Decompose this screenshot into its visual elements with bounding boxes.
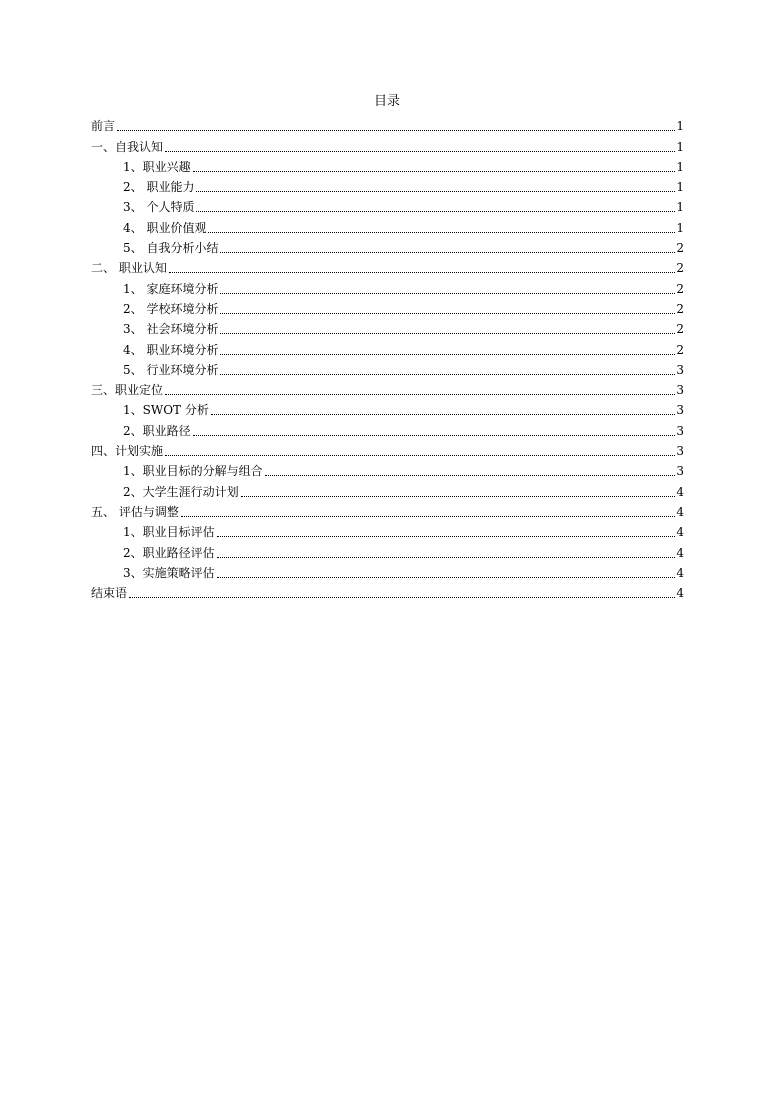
toc-entry-page-number: 2: [676, 342, 684, 357]
dot-leader: [129, 597, 675, 598]
dot-leader: [211, 414, 676, 415]
toc-entry[interactable]: [91, 561, 684, 581]
toc-entry-label: 1、职业目标的分解与组合: [123, 464, 263, 479]
table-of-contents: [91, 114, 684, 601]
toc-entry[interactable]: [91, 459, 684, 479]
toc-entry[interactable]: [91, 500, 684, 520]
toc-title: 目录: [373, 94, 400, 109]
dot-leader: [193, 171, 676, 172]
toc-entry[interactable]: [91, 439, 684, 459]
toc-entry[interactable]: [91, 155, 684, 175]
dot-leader: [220, 293, 675, 294]
toc-entry-label: 四、计划实施: [91, 444, 164, 459]
toc-entry-label: 三、职业定位: [91, 383, 164, 398]
toc-entry-label: 2、职业路径评估: [123, 545, 215, 560]
dot-leader: [265, 475, 676, 476]
toc-entry-page-number: 4: [676, 565, 684, 580]
toc-entry-page-number: 3: [676, 444, 684, 459]
toc-entry[interactable]: [91, 175, 684, 195]
toc-entry-label: 5、 行业环境分析: [123, 362, 219, 377]
toc-entry-page-number: 4: [676, 545, 684, 560]
toc-entry-label: 1、职业目标评估: [123, 525, 215, 540]
toc-entry-label: 1、职业兴趣: [123, 159, 191, 174]
toc-entry-page-number: 4: [676, 484, 684, 499]
dot-leader: [220, 354, 675, 355]
toc-entry-page-number: 3: [676, 423, 684, 438]
toc-entry-page-number: 3: [676, 464, 684, 479]
toc-entry-page-number: 3: [676, 362, 684, 377]
toc-entry[interactable]: [91, 134, 684, 154]
toc-entry-page-number: 4: [676, 504, 684, 519]
toc-entry-label: 五、 评估与调整: [91, 504, 179, 519]
toc-entry[interactable]: [91, 358, 684, 378]
toc-entry[interactable]: [91, 479, 684, 499]
toc-entry-label: 2、职业路径: [123, 423, 191, 438]
dot-leader: [217, 577, 676, 578]
dot-leader: [208, 232, 675, 233]
toc-entry-label: 一、自我认知: [91, 139, 164, 154]
toc-entry-page-number: 2: [676, 241, 684, 256]
toc-entry[interactable]: [91, 236, 684, 256]
toc-entry-page-number: 1: [676, 200, 684, 215]
toc-entry-label: 1、 家庭环境分析: [123, 281, 219, 296]
toc-entry[interactable]: [91, 114, 684, 134]
dot-leader: [217, 557, 676, 558]
toc-entry[interactable]: [91, 256, 684, 276]
toc-entry[interactable]: [91, 215, 684, 235]
toc-entry-label: 1、SWOT 分析: [123, 403, 209, 418]
toc-entry-page-number: 2: [676, 322, 684, 337]
dot-leader: [181, 516, 676, 517]
toc-entry-page-number: 1: [676, 139, 684, 154]
toc-entry-page-number: 4: [676, 525, 684, 540]
toc-entry-label: 2、 学校环境分析: [123, 301, 219, 316]
toc-entry-label: 前言: [91, 119, 116, 134]
toc-entry-page-number: 1: [676, 180, 684, 195]
toc-entry[interactable]: [91, 378, 684, 398]
toc-entry-page-number: 1: [676, 119, 684, 134]
dot-leader: [220, 313, 675, 314]
dot-leader: [196, 211, 675, 212]
toc-entry-label: 4、 职业价值观: [123, 220, 207, 235]
toc-entry[interactable]: [91, 520, 684, 540]
toc-entry-label: 结束语: [91, 586, 128, 601]
toc-entry[interactable]: [91, 195, 684, 215]
toc-entry[interactable]: [91, 276, 684, 296]
dot-leader: [165, 394, 675, 395]
dot-leader: [117, 130, 675, 131]
toc-entry-page-number: 3: [676, 383, 684, 398]
toc-entry-label: 2、 职业能力: [123, 180, 195, 195]
toc-entry-page-number: 4: [676, 586, 684, 601]
toc-entry[interactable]: [91, 297, 684, 317]
dot-leader: [220, 252, 675, 253]
toc-entry[interactable]: [91, 418, 684, 438]
toc-entry-page-number: 1: [676, 220, 684, 235]
toc-entry-label: 3、 个人特质: [123, 200, 195, 215]
toc-entry-label: 3、 社会环境分析: [123, 322, 219, 337]
toc-entry[interactable]: [91, 317, 684, 337]
dot-leader: [241, 496, 676, 497]
dot-leader: [217, 536, 676, 537]
toc-entry-label: 二、 职业认知: [91, 261, 167, 276]
toc-entry-label: 4、 职业环境分析: [123, 342, 219, 357]
toc-entry-page-number: 2: [676, 281, 684, 296]
dot-leader: [196, 191, 675, 192]
dot-leader: [220, 374, 675, 375]
dot-leader: [220, 333, 675, 334]
toc-entry-label: 2、大学生涯行动计划: [123, 484, 239, 499]
toc-entry-page-number: 3: [676, 403, 684, 418]
toc-entry-label: 3、实施策略评估: [123, 565, 215, 580]
toc-entry-page-number: 2: [676, 301, 684, 316]
dot-leader: [165, 151, 675, 152]
toc-entry-page-number: 1: [676, 159, 684, 174]
toc-entry[interactable]: [91, 540, 684, 560]
toc-entry[interactable]: [91, 337, 684, 357]
toc-entry[interactable]: [91, 581, 684, 601]
toc-entry-page-number: 2: [676, 261, 684, 276]
toc-entry-label: 5、 自我分析小结: [123, 241, 219, 256]
dot-leader: [193, 435, 676, 436]
dot-leader: [165, 455, 675, 456]
toc-entry[interactable]: [91, 398, 684, 418]
dot-leader: [169, 272, 676, 273]
